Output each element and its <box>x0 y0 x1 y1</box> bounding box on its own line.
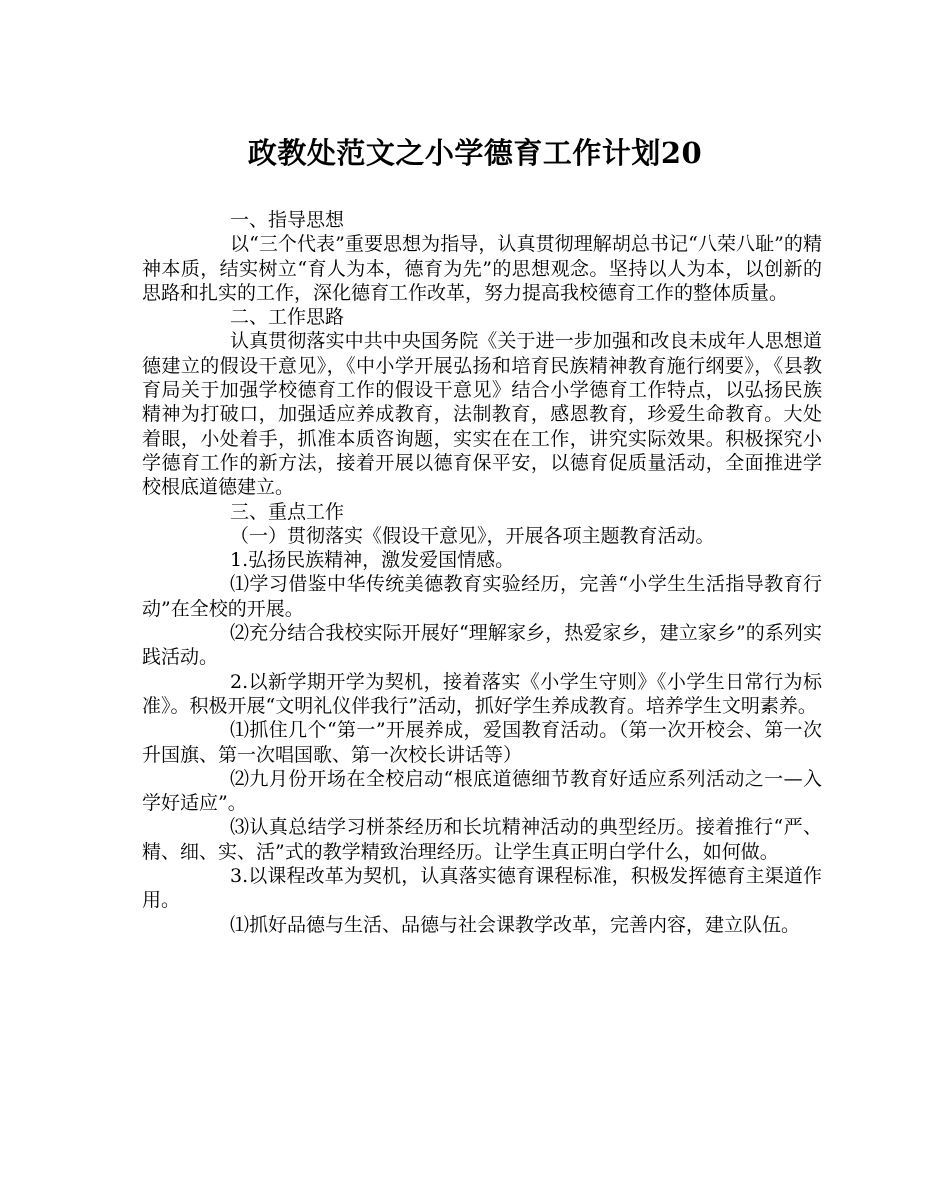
paragraph: 3.以课程改革为契机，认真落实德育课程标准，积极发挥德育主渠道作用。 <box>142 865 822 912</box>
paragraph: 以“三个代表”重要思想为指导，认真贯彻理解胡总书记“八荣八耻”的精神本质，结实树立“育人为本，德育为先”的思想观念。坚持以人为本，以创新的思路和扎实的工作，深化德育工作改革，努力提高我校德育工作的整体质量。 <box>142 233 822 304</box>
paragraph: ⑶认真总结学习栟茶经历和长坑精神活动的典型经历。接着推行“严、精、细、实、活”式的教学精致治理经历。让学生真正明白学什么，如何做。 <box>142 816 822 863</box>
document-body <box>142 208 822 937</box>
paragraph: 2.以新学期开学为契机，接着落实《小学生守则》《小学生日常行为标准》。积极开展“文明礼仪伴我行”活动，抓好学生养成教育。培养学生文明素养。 <box>142 670 822 717</box>
section-heading: 三、重点工作 <box>230 500 345 523</box>
document-title: 政教处范文之小学德育工作计划20 <box>247 136 703 170</box>
paragraph: ⑴抓住几个“第一”开展养成，爱国教育活动。（第一次开校会、第一次升国旗、第一次唱国歌、第一次校长讲话等） <box>142 719 822 766</box>
paragraph: ⑵充分结合我校实际开展好“理解家乡，热爱家乡，建立家乡”的系列实践活动。 <box>142 622 822 669</box>
paragraph: 认真贯彻落实中共中央国务院《关于进一步加强和改良未成年人思想道德建立的假设干意见》，《中小学开展弘扬和培育民族精神教育施行纲要》，《县教育局关于加强学校德育工作的假设干意见》结合小学德育工作特点，以弘扬民族精神为打破口，加强适应养成教育，法制教育，感恩教育，珍爱生命教育。大处着眼，小处着手，抓准本质咨询题，实实在在工作，讲究实际效果。积极探究小学德育工作的新方法，接着开展以德育保平安，以德育促质量活动，全面推进学校根底道德建立。 <box>142 330 822 499</box>
paragraph: ⑴学习借鉴中华传统美德教育实验经历，完善“小学生生活指导教育行动”在全校的开展。 <box>142 573 822 620</box>
section-heading: 二、工作思路 <box>230 306 345 329</box>
paragraph: ⑵九月份开场在全校启动“根底道德细节教育好适应系列活动之一—入学好适应”。 <box>142 767 822 815</box>
paragraph: ⑴抓好品德与生活、品德与社会课教学改革，完善内容，建立队伍。 <box>230 913 801 936</box>
section-heading: 一、指导思想 <box>230 209 345 231</box>
paragraph: （一）贯彻落实《假设干意见》，开展各项主题教育活动。 <box>230 524 715 547</box>
paragraph: 1.弘扬民族精神，激发爱国情感。 <box>230 549 515 572</box>
